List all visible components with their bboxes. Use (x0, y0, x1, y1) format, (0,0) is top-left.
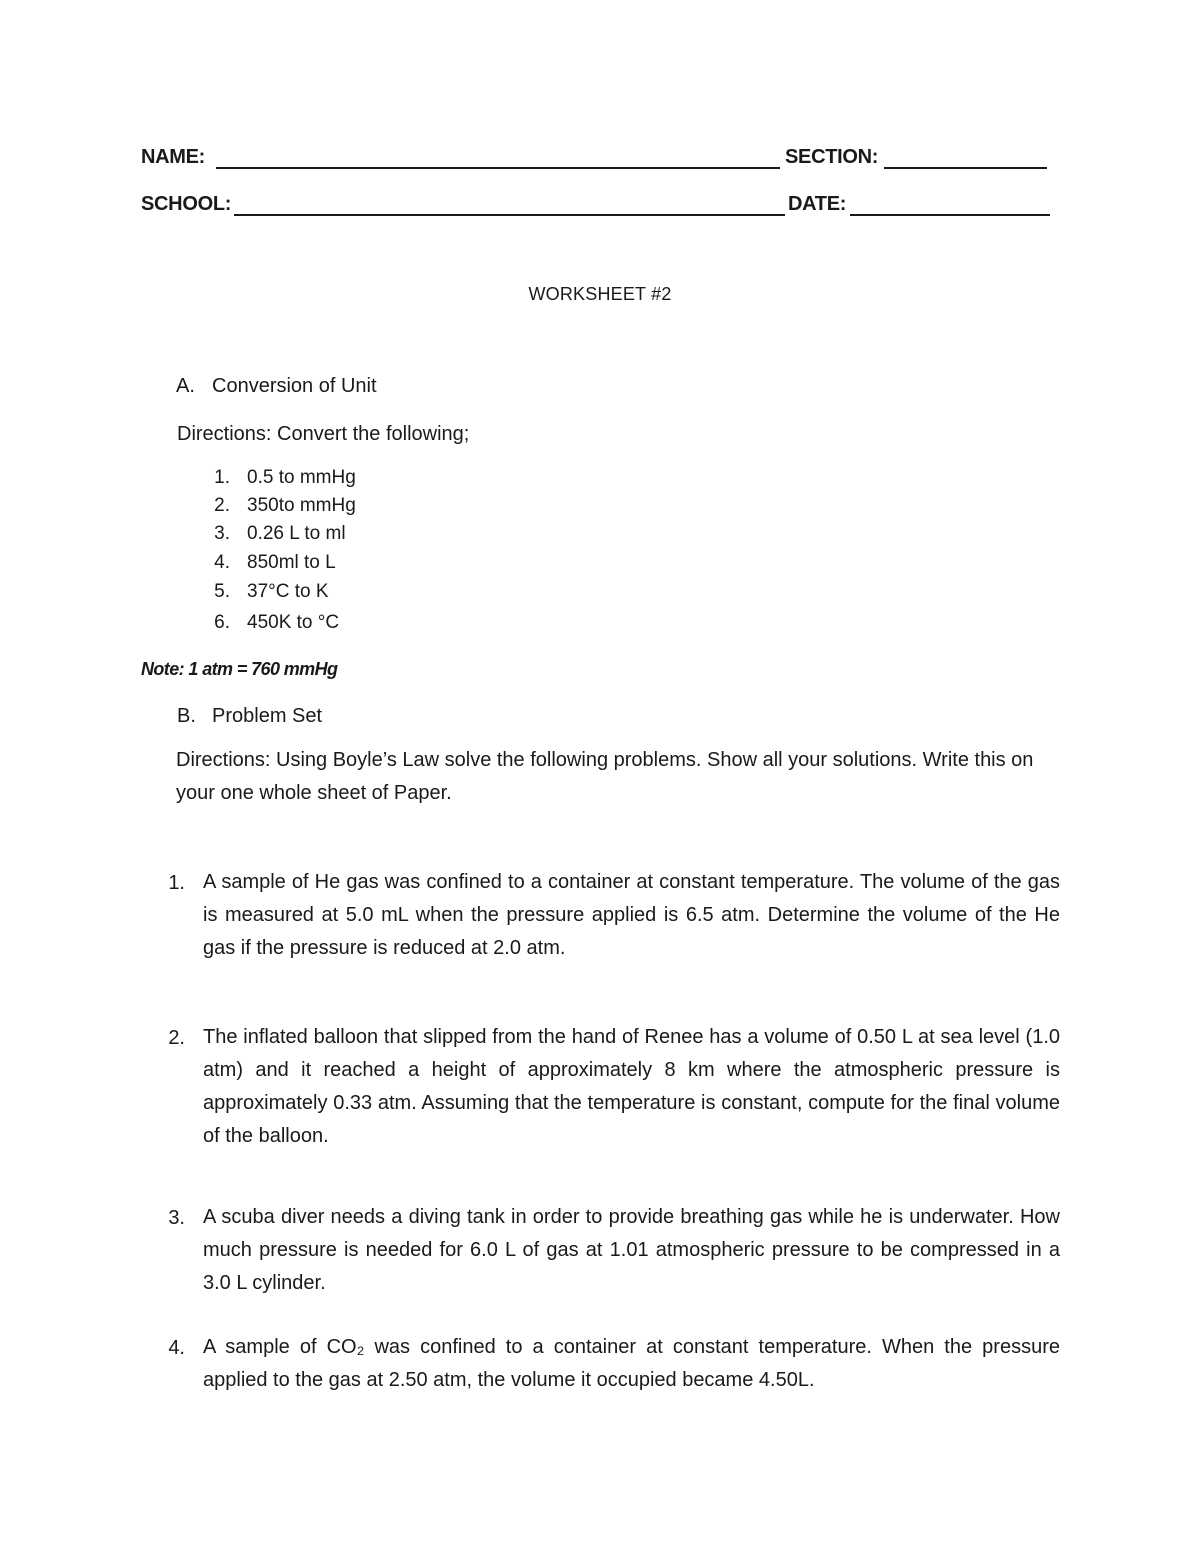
school-label: SCHOOL: (141, 193, 232, 215)
problem-text: The inflated balloon that slipped from the hand of Renee has a volume of 0.50 L at sea level (1.0 atm) and it reached a height of approximately 8 km where the atmospheric pressure is approximately 0.33 atm. Assuming that the temperature is constant, compute for the final volume of the balloon. (203, 1026, 1060, 1147)
section-blank-line[interactable] (884, 167, 1047, 169)
section-label: SECTION: (785, 146, 879, 168)
name-blank-line[interactable] (216, 167, 780, 169)
date-blank-line[interactable] (850, 214, 1050, 216)
date-label: DATE: (788, 193, 847, 215)
conversion-note: Note: 1 atm = 760 mmHg (141, 659, 338, 679)
part-b-directions: Directions: Using Boyle’s Law solve the following problems. Show all your solutions. Write this on your one whole sheet of Paper. (176, 749, 1034, 804)
list-item-text: 450K to °C (247, 612, 340, 633)
problem-text: A scuba diver needs a diving tank in order to provide breathing gas while he is underwater. How much pressure is needed for 6.0 L of gas at 1.01 atmospheric pressure to be compressed in a 3.0 L cylinder. (203, 1206, 1060, 1294)
part-a-directions: Directions: Convert the following; (177, 423, 470, 445)
list-item-number: 6. (214, 612, 230, 633)
part-a-heading: Conversion of Unit (212, 375, 377, 397)
worksheet-title: WORKSHEET #2 (528, 284, 672, 304)
list-item-text: 350to mmHg (247, 495, 356, 516)
part-a-marker: A. (176, 375, 195, 397)
list-item-number: 1. (214, 467, 230, 488)
problem-number: 2. (168, 1027, 185, 1049)
problem-number: 1. (168, 872, 185, 894)
school-blank-line[interactable] (234, 214, 785, 216)
list-item-text: 0.5 to mmHg (247, 467, 356, 488)
name-label: NAME: (141, 146, 206, 168)
list-item-number: 2. (214, 495, 230, 516)
list-item-number: 5. (214, 581, 230, 602)
problem-text: A sample of CO₂ was confined to a container at constant temperature. When the pressure applied to the gas at 2.50 atm, the volume it occupied became 4.50L. (203, 1336, 1060, 1391)
list-item-number: 4. (214, 552, 230, 573)
part-b-heading: Problem Set (212, 705, 323, 727)
problem-number: 4. (168, 1337, 185, 1359)
list-item-text: 850ml to L (247, 552, 336, 573)
problem-text: A sample of He gas was confined to a container at constant temperature. The volume of the gas is measured at 5.0 mL when the pressure applied is 6.5 atm. Determine the volume of the He gas if the pressure is reduced at 2.0 atm. (203, 871, 1060, 959)
part-b-marker: B. (177, 705, 196, 727)
list-item-number: 3. (214, 523, 230, 544)
list-item-text: 0.26 L to ml (247, 523, 346, 544)
problem-number: 3. (168, 1207, 185, 1229)
list-item-text: 37°C to K (247, 581, 329, 602)
